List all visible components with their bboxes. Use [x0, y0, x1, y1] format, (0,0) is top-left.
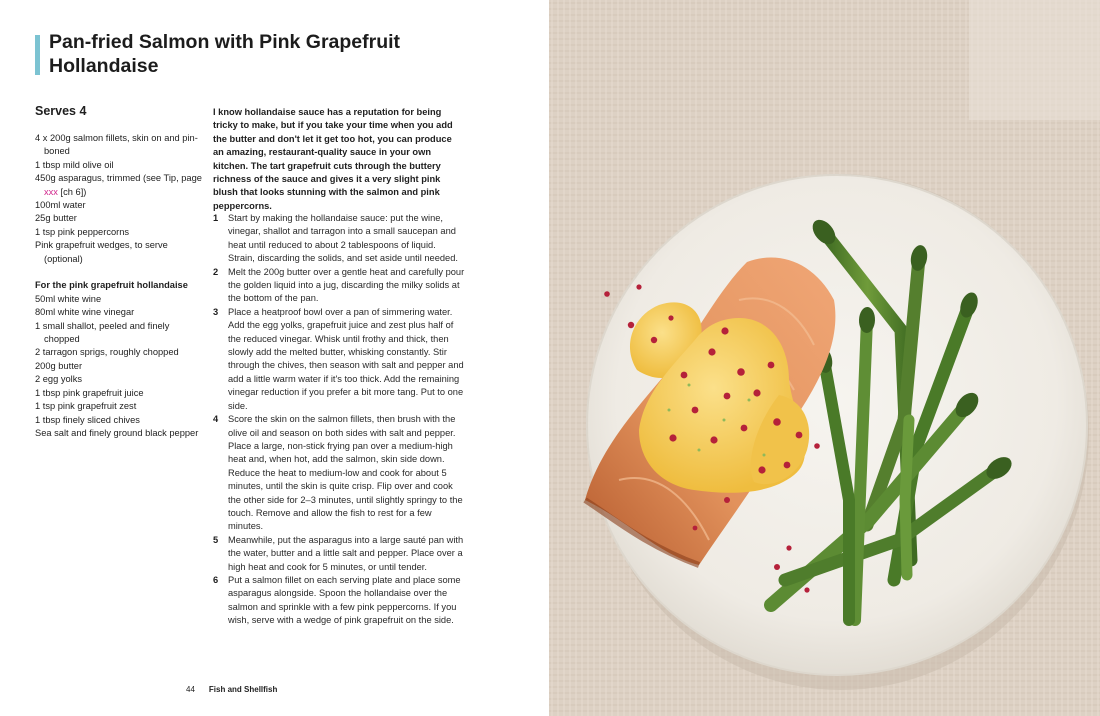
ingredient-text: 450g asparagus, trimmed (see Tip, page: [35, 173, 202, 184]
page-footer: [186, 685, 277, 694]
ingredient-text: [ch 6]): [57, 186, 87, 197]
section-name: Fish and Shellfish: [208, 685, 278, 694]
ingredient-item-asparagus: [35, 172, 205, 199]
method-step: [213, 306, 465, 413]
step-number: 5: [213, 534, 219, 545]
cross-reference-placeholder: xxx: [44, 186, 58, 197]
step-text: Score the skin on the salmon fillets, then brush with the olive oil and season on both sides with salt and pepper. Place a large, non-stick frying pan over a medium-high heat and, when hot, add the salmon, skin side down. Reduce the heat to medium-low and cook for about 5 minutes, until the skin is quite crisp. Flip over and cook the other side for 2–3 minutes, until slightly springy to the touch. Remove and allow the fish to rest for a few minutes.: [228, 414, 463, 532]
step-text: Meanwhile, put the asparagus into a large sauté pan with the water, butter and a little salt and pepper. Place over a high heat and cook for 5 minutes, or until tender.: [228, 534, 464, 572]
method-step: [213, 266, 465, 306]
step-number: 3: [213, 306, 219, 317]
method-step: [213, 212, 465, 266]
serves-heading: Serves 4: [35, 104, 87, 118]
ingredient-item: 1 tbsp pink grapefruit juice: [35, 387, 144, 398]
ingredient-item: 80ml white wine vinegar: [35, 307, 135, 318]
ingredient-item: 100ml water: [35, 200, 86, 211]
method-step: [213, 574, 465, 628]
step-text: Melt the 200g butter over a gentle heat and carefully pour the golden liquid into a jug, discarding the milky solids at the bottom of the pan.: [228, 266, 465, 304]
step-number: 2: [213, 266, 219, 277]
step-text: Start by making the hollandaise sauce: put the wine, vinegar, shallot and tarragon into a small saucepan and heat until reduced to about 2 tablespoons of liquid. Strain, discarding the solids, and set aside until needed.: [228, 213, 458, 264]
ingredient-item: 25g butter: [35, 213, 77, 224]
recipe-page: [0, 0, 549, 716]
ingredient-list: [35, 132, 205, 440]
step-number: 6: [213, 574, 219, 585]
ingredient-item: 1 small shallot, peeled and finely chopped: [35, 320, 170, 345]
method-step: [213, 534, 465, 574]
recipe-intro: I know hollandaise sauce has a reputation for being tricky to make, but if you take your time when you add the butter and don't let it get too hot, you can produce an amazing, restaurant-quality sauce in your own kitchen. The tart grapefruit cuts through the buttery richness of the sauce and gives it a very slight pink blush that looks stunning with the salmon and pink peppercorns.: [213, 107, 453, 211]
ingredient-item: 2 tarragon sprigs, roughly chopped: [35, 347, 179, 358]
method-steps: [213, 212, 465, 628]
page-number: 44: [186, 685, 195, 694]
method-step: [213, 413, 465, 534]
linen-highlight: [969, 0, 1100, 120]
ingredient-item: Pink grapefruit wedges, to serve (optional): [35, 240, 168, 264]
hollandaise-subheading: For the pink grapefruit hollandaise: [35, 280, 188, 291]
ingredient-item: 1 tsp pink grapefruit zest: [35, 401, 137, 412]
ingredient-item: 200g butter: [35, 360, 83, 371]
ingredient-item: 1 tbsp mild olive oil: [35, 159, 114, 170]
recipe-title: Pan-fried Salmon with Pink Grapefruit Hollandaise: [49, 31, 401, 77]
ingredient-item: Sea salt and finely ground black pepper: [35, 427, 199, 438]
dish-photo: [549, 0, 1100, 716]
step-number: 4: [213, 414, 219, 425]
step-text: Place a heatproof bowl over a pan of simmering water. Add the egg yolks, grapefruit juice and zest plus half of the reduced vinegar. Whisk until frothy and thick, then slowly add the melted butter, whisking constantly. Stir through the chives, then season with salt and pepper and add a little warm water if it's too thick. Add the remaining vinegar reduction if you prefer a bit more tang. Put to one side.: [228, 306, 464, 411]
dish-illustration: [549, 0, 1100, 716]
ingredient-item: 1 tsp pink peppercorns: [35, 226, 130, 237]
ingredient-item: 4 x 200g salmon fillets, skin on and pin-boned: [35, 133, 198, 157]
step-number: 1: [213, 213, 219, 223]
ingredient-item: 1 tbsp finely sliced chives: [35, 414, 140, 425]
title-accent-bar: [35, 35, 40, 75]
ingredient-item: 50ml white wine: [35, 293, 102, 304]
step-text: Put a salmon fillet on each serving plate and place some asparagus alongside. Spoon the hollandaise over the salmon and sprinkle with a few pink peppercorns. If you wish, serve with a wedge of pink grapefruit on the side.: [228, 574, 461, 626]
ingredient-item: 2 egg yolks: [35, 374, 83, 385]
